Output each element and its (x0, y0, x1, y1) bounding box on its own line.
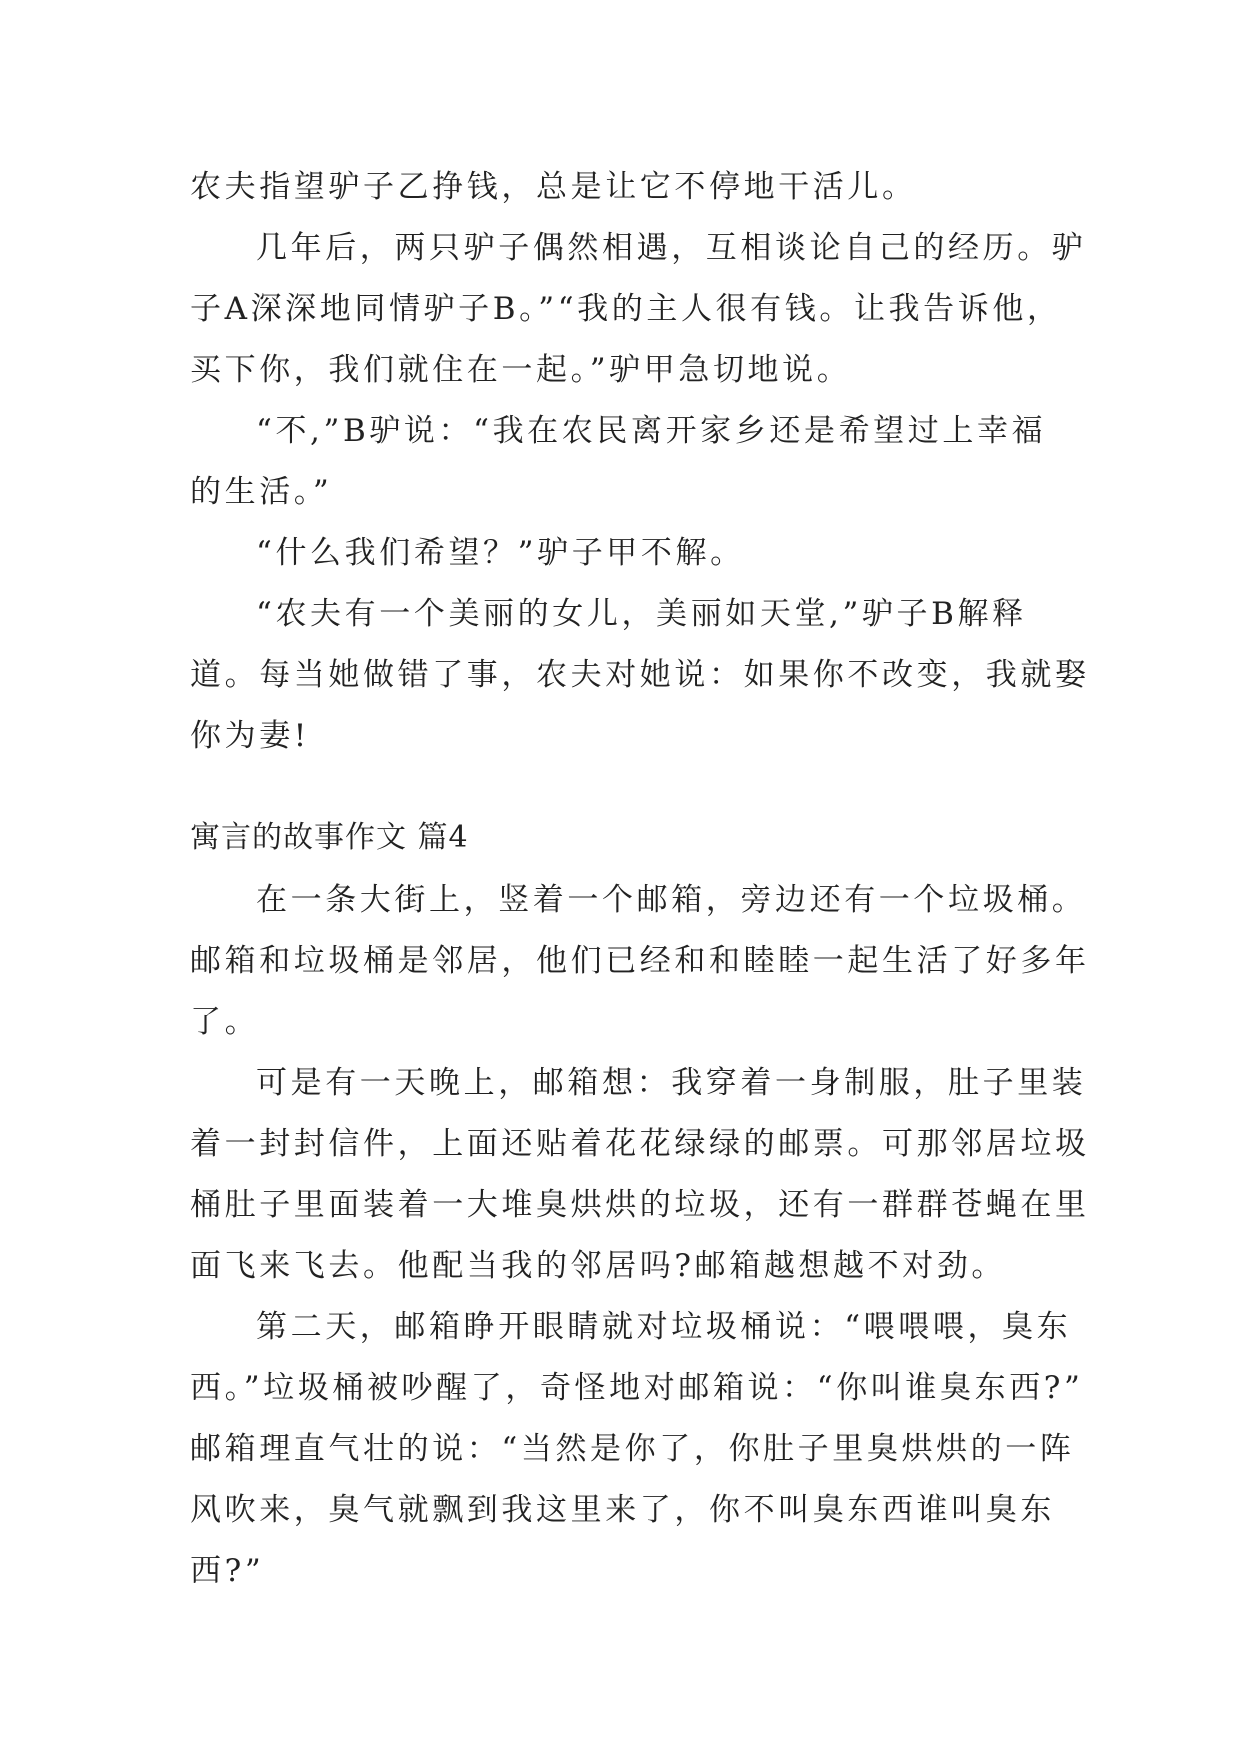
text-line: 道。每当她做错了事，农夫对她说：如果你不改变，我就娶 (190, 657, 1090, 693)
section-heading: 寓言的故事作文 篇4 (190, 820, 469, 855)
text-line: 你为妻! (190, 718, 310, 754)
text-line: 第二天，邮箱睁开眼睛就对垃圾桶说：“喂喂喂，臭东 (256, 1309, 1072, 1345)
text-line: 西?” (190, 1553, 265, 1589)
text-line: 在一条大街上，竖着一个邮箱，旁边还有一个垃圾桶。 (256, 882, 1087, 918)
text-line: 面飞来飞去。他配当我的邻居吗?邮箱越想越不对劲。 (190, 1248, 1007, 1284)
text-line: 邮箱和垃圾桶是邻居，他们已经和和睦睦一起生活了好多年 (190, 943, 1090, 979)
text-line: 农夫指望驴子乙挣钱，总是让它不停地干活儿。 (190, 169, 917, 205)
text-line: 几年后，两只驴子偶然相遇，互相谈论自己的经历。驴 (256, 230, 1087, 266)
text-line: “不,”B驴说：“我在农民离开家乡还是希望过上幸福 (256, 413, 1047, 449)
text-line: 的生活。” (190, 474, 333, 510)
text-line: 可是有一天晚上，邮箱想：我穿着一身制服，肚子里装 (256, 1065, 1087, 1101)
text-line: “农夫有一个美丽的女儿，美丽如天堂,”驴子B解释 (256, 596, 1027, 632)
text-line: 风吹来，臭气就飘到我这里来了，你不叫臭东西谁叫臭东 (190, 1492, 1055, 1528)
text-line: 邮箱理直气壮的说：“当然是你了，你肚子里臭烘烘的一阵 (190, 1431, 1075, 1467)
text-line: “什么我们希望？”驴子甲不解。 (256, 535, 745, 571)
text-line: 着一封封信件，上面还贴着花花绿绿的邮票。可那邻居垃圾 (190, 1126, 1090, 1162)
text-line: 子A深深地同情驴子B。”“我的主人很有钱。让我告诉他， (190, 291, 1062, 327)
text-line: 桶肚子里面装着一大堆臭烘烘的垃圾，还有一群群苍蝇在里 (190, 1187, 1090, 1223)
text-line: 西。”垃圾桶被吵醒了，奇怪地对邮箱说：“你叫谁臭东西?” (190, 1370, 1084, 1406)
text-line: 买下你，我们就住在一起。”驴甲急切地说。 (190, 352, 852, 388)
text-line: 了。 (190, 1004, 260, 1040)
